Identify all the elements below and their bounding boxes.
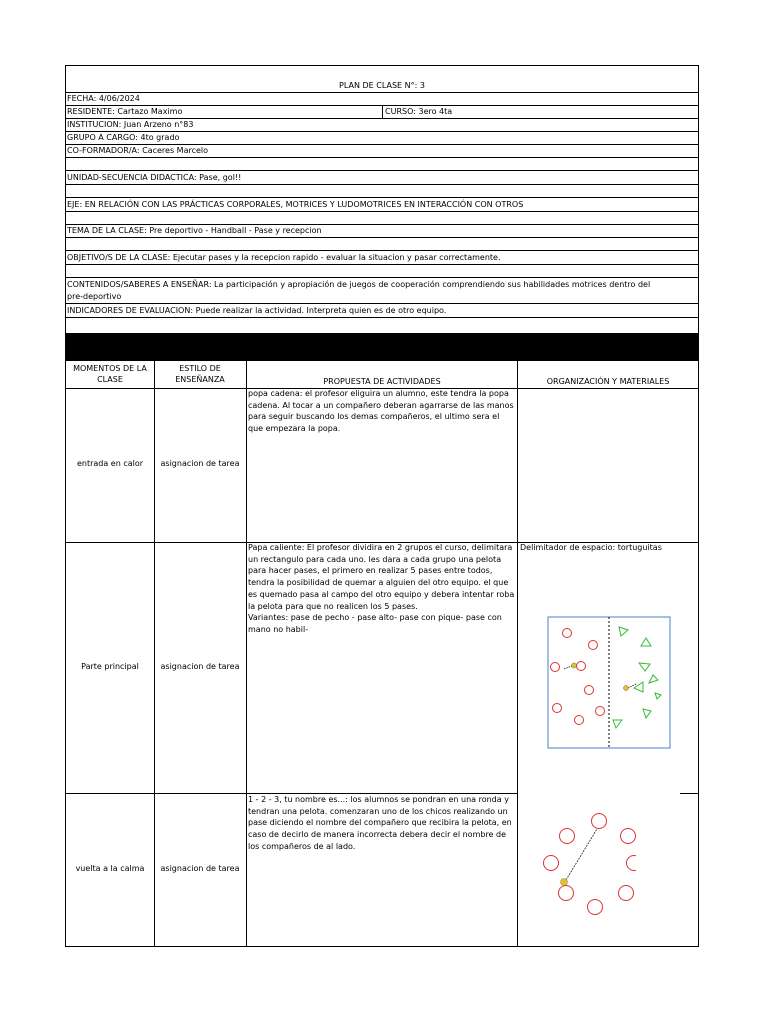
organizacion-cell: Delimitador de espacio: tortuguitas bbox=[520, 543, 662, 552]
residente-field: RESIDENTE: Cartazo Maximo bbox=[67, 107, 183, 116]
spacer-row bbox=[66, 318, 698, 333]
estilo-cell: asignacion de tarea bbox=[160, 864, 240, 873]
spacer-row bbox=[66, 212, 698, 225]
momento-cell: entrada en calor bbox=[76, 459, 144, 468]
grid-line bbox=[517, 361, 518, 947]
ball bbox=[561, 879, 568, 886]
grid-line bbox=[246, 361, 247, 947]
spacer-row bbox=[66, 158, 698, 171]
propuesta-cell: Papa caliente: El profesor dividira en 2 grupos el curso, delimitara un rectangulo para cada uno. les dara a cada grupo una pelota para hacer pases, el primero en realizar 5 pases entre todos, tendra la posibilidad de quemar a alguien del otro equipo. el que es quemado pasa al campo del otro equipo y debera intentar roba la pelota para que no realicen los 5 pases. Variantes: pase de pecho - pase alto- pase con pique- pase con mano no habil- bbox=[248, 543, 515, 634]
spacer-row bbox=[66, 265, 698, 278]
estilo-cell: asignacion de tarea bbox=[160, 459, 240, 468]
indicadores-field: INDICADORES DE EVALUACION: Puede realizar la actividad. Interpreta quien es de otro equipo. bbox=[66, 304, 698, 318]
curso-field: CURSO: 3ero 4ta bbox=[385, 107, 453, 116]
propuesta-cell: 1 - 2 - 3, tu nombre es...: los alumnos se pondran en una ronda y tendran una pelota. comenzaran uno de los chicos realizando un pase diciendo el nombre del compañero que recibira la pelota, en caso de decirlo de manera incorrecta debera decir el nombre de los compañeros de al lado. bbox=[248, 795, 512, 851]
lesson-plan-sheet bbox=[65, 65, 699, 947]
col-header-estilo: ESTILO DE ENSEÑANZA bbox=[175, 364, 225, 384]
col-header-organizacion: ORGANIZACIÓN Y MATERIALES bbox=[546, 377, 670, 386]
propuesta-cell: popa cadena: el profesor eliguira un alumno, este tendra la popa cadena. Al tocar a un compañero deberan agarrarse de las manos para seguir buscando los demas compañeros, el ultimo sera el que empezara la popa. bbox=[248, 389, 514, 434]
field-diagram bbox=[536, 614, 682, 750]
estilo-cell: asignacion de tarea bbox=[160, 662, 240, 671]
contenidos-line-1: CONTENIDOS/SABERES A ENSEÑAR: La participación y apropiación de juegos de cooperación comprendiendo sus habilidades motrices dentro del bbox=[67, 280, 651, 289]
ball bbox=[624, 686, 629, 691]
grid-line bbox=[680, 793, 698, 794]
eje-field: EJE: EN RELACIÓN CON LAS PRÁCTICAS CORPORALES, MOTRICES Y LUDOMOTRICES EN INTERACCIÓN CON OTROS bbox=[66, 198, 698, 212]
pass-arrow bbox=[566, 829, 597, 880]
institucion-field: INSTITUCION: Juan Arzeno n°83 bbox=[66, 119, 698, 132]
ring-of-students bbox=[544, 814, 637, 915]
momento-cell: vuelta a la calma bbox=[75, 864, 145, 873]
section-divider-bar bbox=[66, 333, 698, 361]
grupo-field: GRUPO A CARGO: 4to grado bbox=[66, 132, 698, 145]
tema-field: TEMA DE LA CLASE: Pre deportivo - Handball - Pase y recepcion bbox=[66, 225, 698, 238]
plan-title: PLAN DE CLASE N°: 3 bbox=[66, 66, 698, 93]
circle-diagram bbox=[536, 811, 636, 921]
objetivo-field: OBJETIVO/S DE LA CLASE: Ejecutar pases y la recepcion rapido - evaluar la situacion y pasar correctamente. bbox=[66, 251, 698, 265]
coformador-field: CO-FORMADOR/A: Caceres Marcelo bbox=[66, 145, 698, 158]
contenidos-line-2: pre-deportivo bbox=[66, 291, 698, 304]
momento-cell: Parte principal bbox=[81, 662, 139, 671]
fecha-field: FECHA: 4/06/2024 bbox=[66, 93, 698, 106]
grid-line bbox=[154, 361, 155, 947]
spacer-row bbox=[66, 238, 698, 251]
ball bbox=[572, 663, 577, 668]
spacer-row bbox=[66, 185, 698, 198]
curso-divider bbox=[382, 106, 383, 119]
col-header-momentos: MOMENTOS DE LA CLASE bbox=[73, 364, 147, 384]
unidad-field: UNIDAD-SECUENCIA DIDACTICA: Pase, gol!! bbox=[66, 171, 698, 185]
col-header-propuesta: PROPUESTA DE ACTIVIDADES bbox=[323, 377, 441, 386]
